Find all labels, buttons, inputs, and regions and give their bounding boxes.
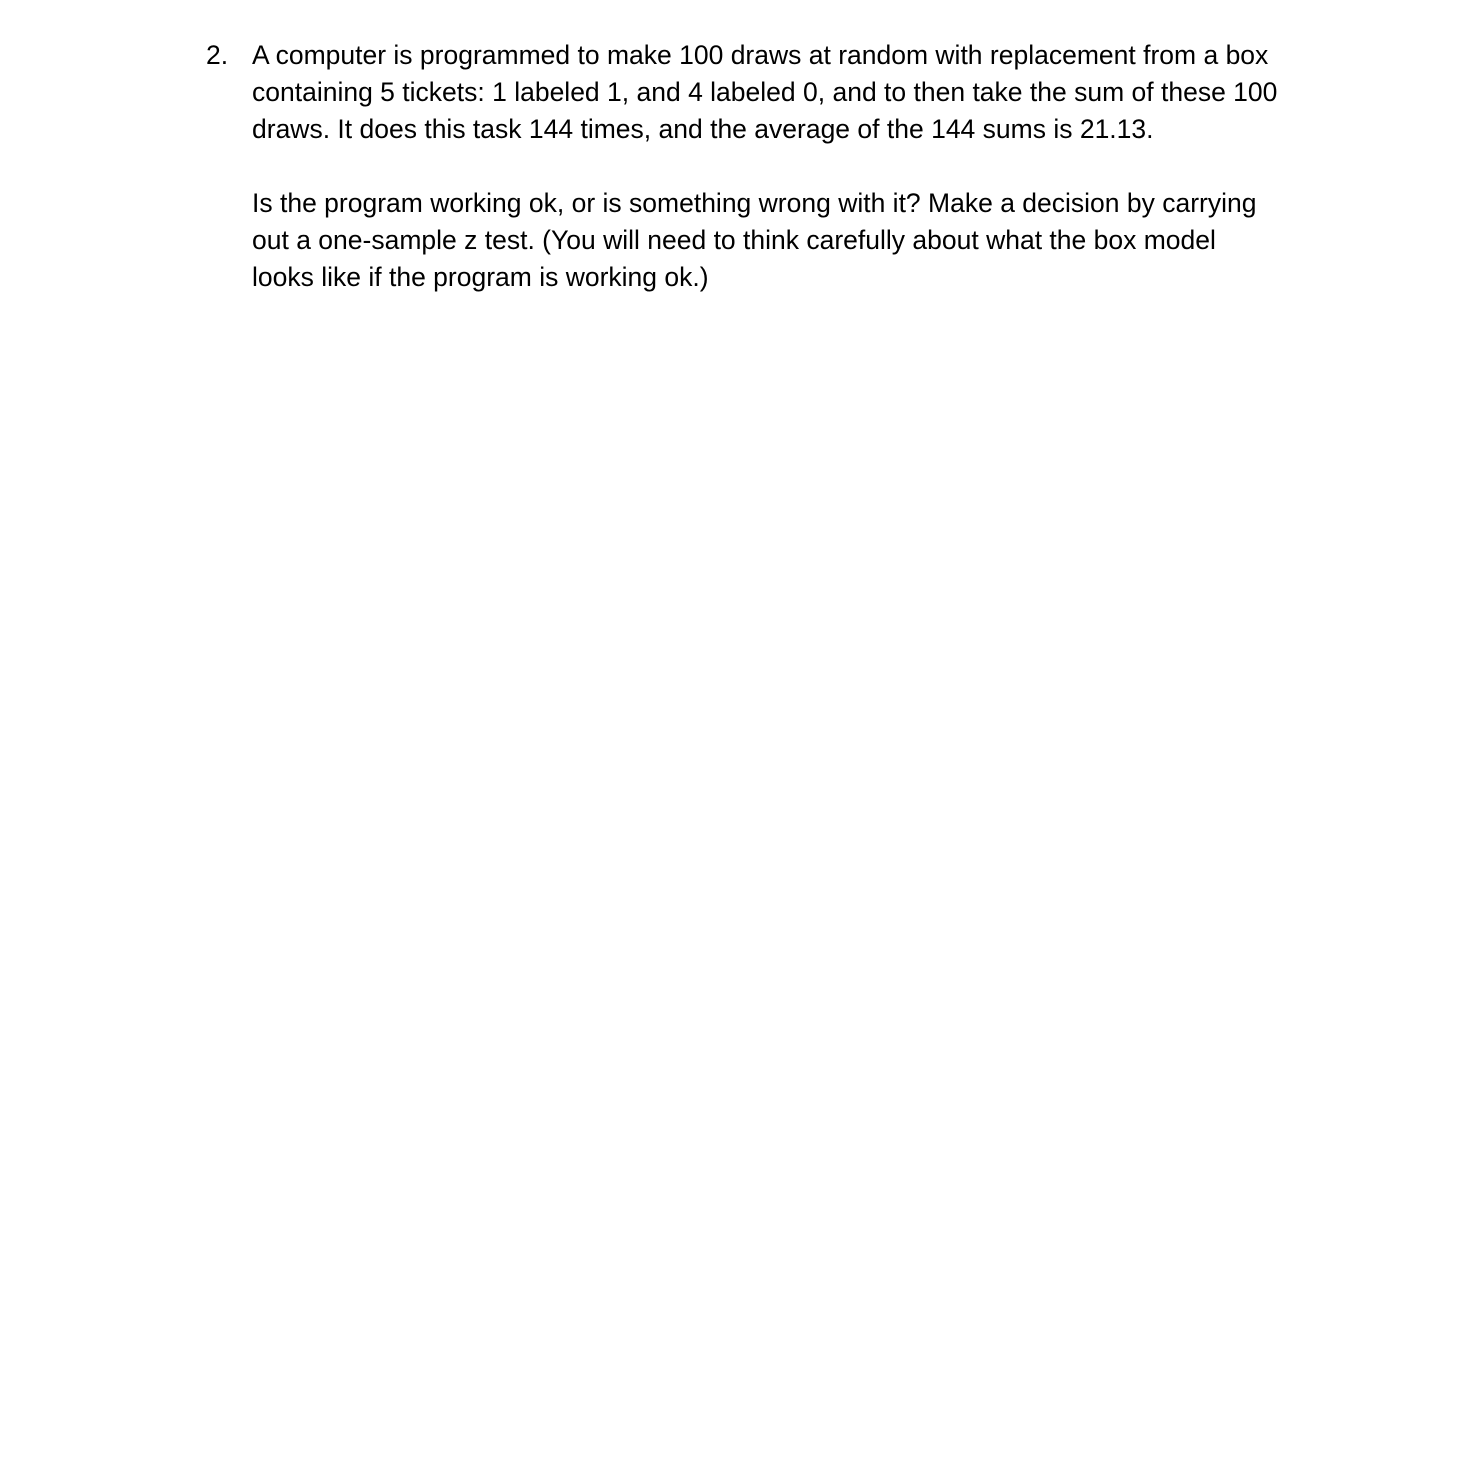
question-2	[206, 37, 1346, 296]
paragraph-1-line: A computer is programmed to make 100 draws at random with replacement from a box	[252, 40, 1269, 70]
question-paragraph-1	[252, 37, 1346, 148]
paragraph-1-line: draws. It does this task 144 times, and the average of the 144 sums is 21.13.	[252, 114, 1154, 144]
paragraph-spacer	[252, 148, 1346, 185]
question-number: 2.	[206, 40, 229, 70]
question-paragraph-2	[252, 185, 1346, 296]
paragraph-2-line: out a one-sample z test. (You will need to think carefully about what the box model	[252, 225, 1216, 255]
paragraph-2-line: looks like if the program is working ok.)	[252, 262, 709, 292]
paragraph-2-line: Is the program working ok, or is something wrong with it? Make a decision by carrying	[252, 188, 1257, 218]
paragraph-1-line: containing 5 tickets: 1 labeled 1, and 4 labeled 0, and to then take the sum of these 100	[252, 77, 1278, 107]
question-body	[252, 37, 1346, 296]
